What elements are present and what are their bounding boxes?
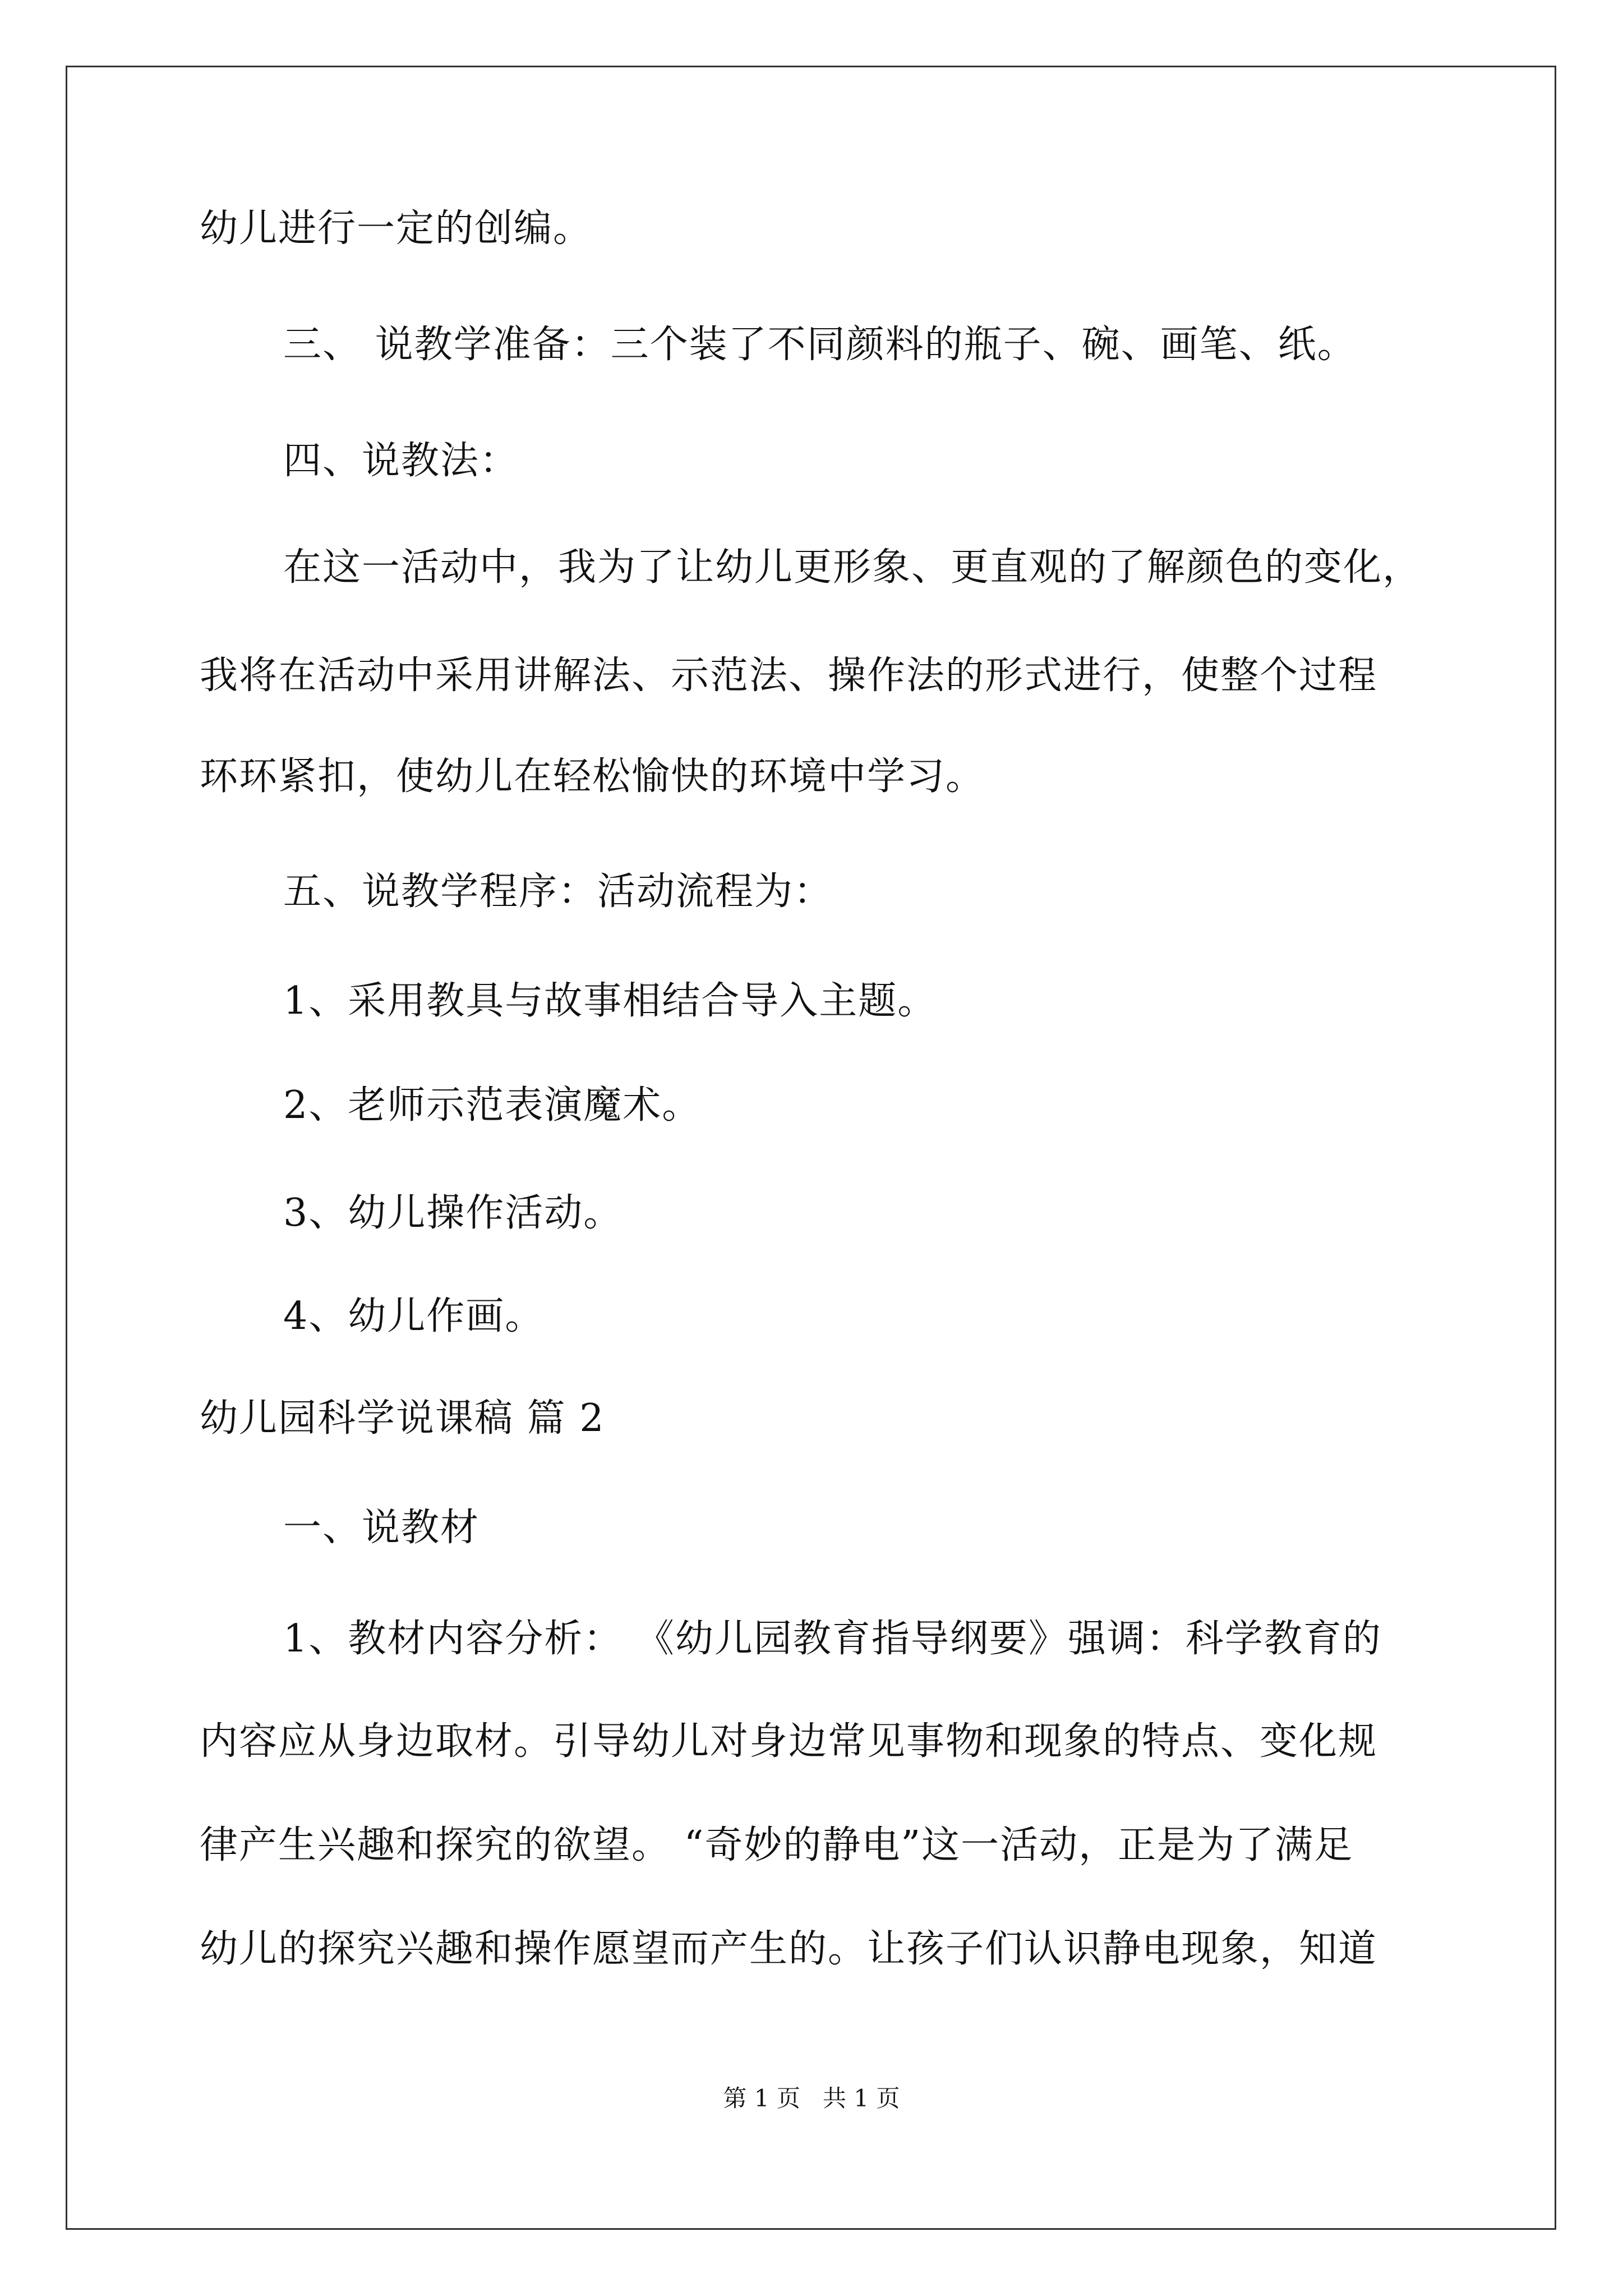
paragraph-line: 内容应从身边取材。引导幼儿对身边常见事物和现象的特点、变化规 bbox=[200, 1719, 1378, 1764]
page-border bbox=[66, 66, 1556, 2230]
subsection-heading: 一、说教材 bbox=[283, 1506, 480, 1550]
paragraph-line: 环环紧扣，使幼儿在轻松愉快的环境中学习。 bbox=[200, 754, 985, 799]
paragraph-line: 在这一活动中，我为了让幼儿更形象、更直观的了解颜色的变化， bbox=[283, 545, 1422, 590]
list-item: 3、幼儿操作活动。 bbox=[283, 1191, 623, 1235]
list-item: 4、幼儿作画。 bbox=[283, 1294, 545, 1338]
paragraph-line: 1、教材内容分析： 《幼儿园教育指导纲要》强调：科学教育的 bbox=[283, 1617, 1382, 1661]
section-four-heading: 四、说教法： bbox=[283, 439, 519, 483]
paragraph-line: 幼儿进行一定的创编。 bbox=[200, 206, 593, 251]
section-three-line: 三、 说教学准备：三个装了不同颜料的瓶子、碗、画笔、纸。 bbox=[283, 323, 1357, 367]
paragraph-line: 我将在活动中采用讲解法、示范法、操作法的形式进行，使整个过程 bbox=[200, 654, 1378, 698]
list-item: 2、老师示范表演魔术。 bbox=[283, 1083, 702, 1128]
paragraph-line: 幼儿的探究兴趣和操作愿望而产生的。让孩子们认识静电现象，知道 bbox=[200, 1927, 1378, 1971]
section-title: 幼儿园科学说课稿 篇 2 bbox=[200, 1396, 605, 1441]
paragraph-line: 律产生兴趣和探究的欲望。 “奇妙的静电”这一活动，正是为了满足 bbox=[200, 1823, 1354, 1867]
section-five-heading: 五、说教学程序：活动流程为： bbox=[283, 869, 833, 914]
page-footer: 第 1 页 共 1 页 bbox=[723, 2085, 900, 2112]
list-item: 1、采用教具与故事相结合导入主题。 bbox=[283, 979, 937, 1023]
